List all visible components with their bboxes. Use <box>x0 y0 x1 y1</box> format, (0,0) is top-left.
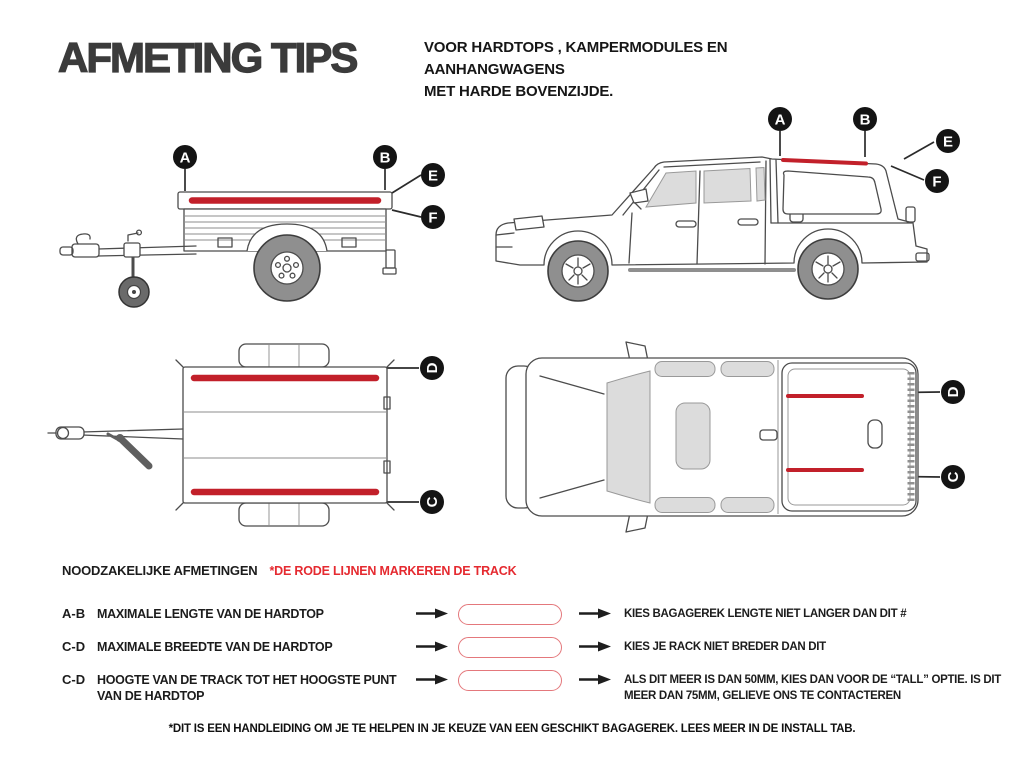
arrow-right-icon <box>397 603 458 619</box>
arrow-right-icon <box>397 669 458 685</box>
leader-lines <box>387 368 419 502</box>
measurement-input-field <box>458 637 562 658</box>
subtitle-line-1: VOOR HARDTOPS , KAMPERMODULES EN AANHANGWAGENS <box>424 39 728 78</box>
measurement-description: MAXIMALE BREEDTE VAN DE HARDTOP <box>97 640 333 654</box>
arrow-right-icon <box>565 636 624 652</box>
badge-b <box>853 107 877 131</box>
measurement-input-field <box>458 604 562 625</box>
jockey-wheel <box>119 277 149 307</box>
measurement-input-field <box>458 670 562 691</box>
truck-side-view-diagram <box>480 95 1000 315</box>
red-track-note: *DE RODE LIJNEN MARKEREN DE TRACK <box>269 564 517 578</box>
svg-text:F: F <box>428 209 438 227</box>
canopy-window <box>783 171 881 214</box>
front-wheel <box>548 241 608 301</box>
page-title: AFMETING TIPS <box>58 34 357 81</box>
badge-c <box>941 465 965 489</box>
measurement-description: MAXIMALE LENGTE VAN DE HARDTOP <box>97 607 324 621</box>
footnote: *DIT IS EEN HANDLEIDING OM JE TE HELPEN IN JE KEUZE VAN EEN GESCHIKT BAGAGEREK. LEES MEER IN DE INSTALL TAB. <box>168 723 856 735</box>
measurement-result: KIES BAGAGEREK LENGTE NIET LANGER DAN DIT # <box>624 608 907 620</box>
rear-wheel <box>798 239 858 299</box>
windshield <box>607 371 650 503</box>
drawbar-and-hitch <box>60 230 196 278</box>
badge-c <box>420 490 444 514</box>
svg-text:E: E <box>942 133 954 151</box>
svg-text:B: B <box>379 149 391 167</box>
badge-e <box>936 129 960 153</box>
svg-text:B: B <box>859 111 871 129</box>
arrow-right-icon <box>565 669 624 685</box>
svg-text:F: F <box>932 173 942 191</box>
measurement-result: ALS DIT MEER IS DAN 50MM, KIES DAN VOOR DE “TALL” OPTIE. IS DIT MEER DAN 75MM, GELIEVE ONS TE CONTACTEREN <box>624 674 1002 702</box>
measurement-row-width <box>62 636 1014 658</box>
badge-f <box>925 169 949 193</box>
measurement-key: C-D <box>62 672 86 687</box>
svg-text:A: A <box>179 149 191 167</box>
canopy-top <box>782 363 916 511</box>
badge-f <box>421 205 445 229</box>
badge-b <box>373 145 397 169</box>
measurements-section-heading <box>62 563 516 578</box>
badge-a <box>173 145 197 169</box>
badge-d <box>420 356 444 380</box>
arrow-right-icon <box>565 603 624 619</box>
badge-a <box>768 107 792 131</box>
svg-text:D: D <box>945 386 962 398</box>
measurement-description: HOOGTE VAN DE TRACK TOT HET HOOGSTE PUNT VAN DE HARDTOP <box>97 673 397 703</box>
subtitle-line-2: MET HARDE BOVENZIJDE. <box>424 83 614 100</box>
measurement-key: C-D <box>62 639 86 654</box>
measurement-key: A-B <box>62 606 86 621</box>
drawbar-and-hitch <box>48 427 183 466</box>
badge-e <box>421 163 445 187</box>
measurements-heading: NOODZAKELIJKE AFMETINGEN <box>62 563 258 578</box>
svg-text:E: E <box>427 167 439 185</box>
trailer-box <box>176 360 394 510</box>
truck-top-view-diagram <box>480 330 1000 545</box>
trailer-top-view-diagram <box>20 335 470 545</box>
measurement-result: KIES JE RACK NIET BREDER DAN DIT <box>624 641 826 653</box>
svg-text:C: C <box>945 471 962 483</box>
svg-text:D: D <box>424 362 441 374</box>
trailer-wheel <box>254 235 320 301</box>
sunroof <box>676 403 710 469</box>
svg-text:C: C <box>424 496 441 508</box>
measurement-row-height <box>62 669 1014 704</box>
measurement-rows <box>62 603 1014 715</box>
arrow-right-icon <box>397 636 458 652</box>
page-subtitle <box>424 37 864 103</box>
svg-text:A: A <box>774 111 786 129</box>
trailer-side-view-diagram <box>20 128 470 328</box>
badge-d <box>941 380 965 404</box>
measurement-row-length <box>62 603 1014 625</box>
